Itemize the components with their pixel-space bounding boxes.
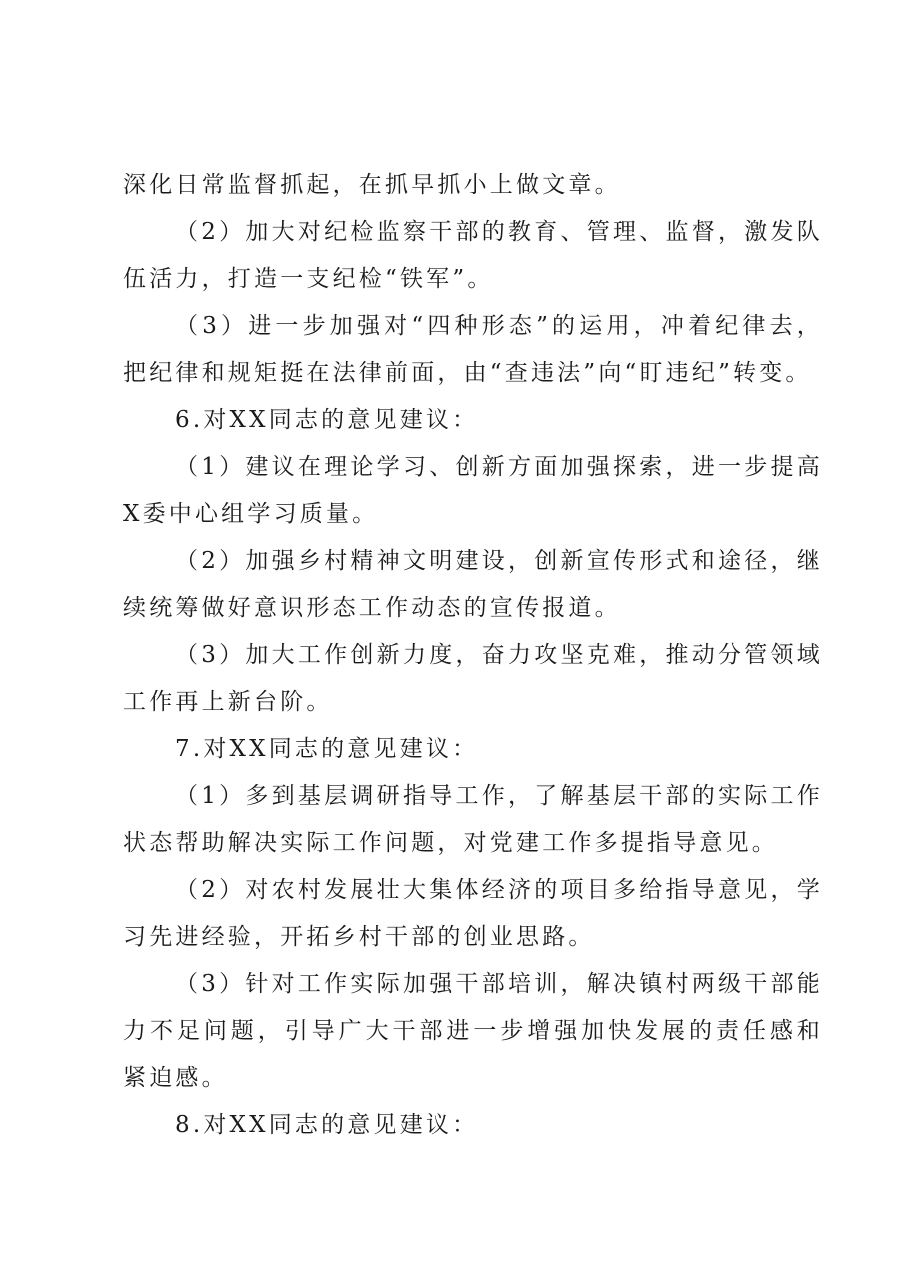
paragraph-item-5-3: （3）进一步加强对“四种形态”的运用，冲着纪律去，把纪律和规矩挺在法律前面，由“查违法”向“盯违纪”转变。	[123, 313, 823, 386]
section-heading-7: 7.对XX同志的意见建议：	[175, 736, 479, 762]
paragraph-item-7-1: （1）多到基层调研指导工作，了解基层干部的实际工作状态帮助解决实际工作问题，对党建工作多提指导意见。	[123, 783, 823, 856]
paragraph-item-6-1: （1）建议在理论学习、创新方面加强探索，进一步提高X委中心组学习质量。	[123, 454, 823, 527]
paragraph-item-6-3: （3）加大工作创新力度，奋力攻坚克难，推动分管领域工作再上新台阶。	[123, 642, 823, 715]
paragraph-item-6-2: （2）加强乡村精神文明建设，创新宣传形式和途径，继续统筹做好意识形态工作动态的宣传报道。	[123, 548, 823, 621]
paragraph-item-5-2: （2）加大对纪检监察干部的教育、管理、监督，激发队伍活力，打造一支纪检“铁军”。	[123, 219, 823, 292]
section-heading-6: 6.对XX同志的意见建议：	[175, 407, 479, 433]
section-heading-8: 8.对XX同志的意见建议：	[175, 1112, 479, 1138]
document-body	[123, 162, 823, 1149]
paragraph-item-7-2: （2）对农村发展壮大集体经济的项目多给指导意见，学习先进经验，开拓乡村干部的创业思路。	[123, 877, 823, 950]
paragraph-continuation: 深化日常监督抓起，在抓早抓小上做文章。	[123, 172, 621, 198]
paragraph-item-7-3: （3）针对工作实际加强干部培训，解决镇村两级干部能力不足问题，引导广大干部进一步增强加快发展的责任感和紧迫感。	[123, 971, 823, 1091]
